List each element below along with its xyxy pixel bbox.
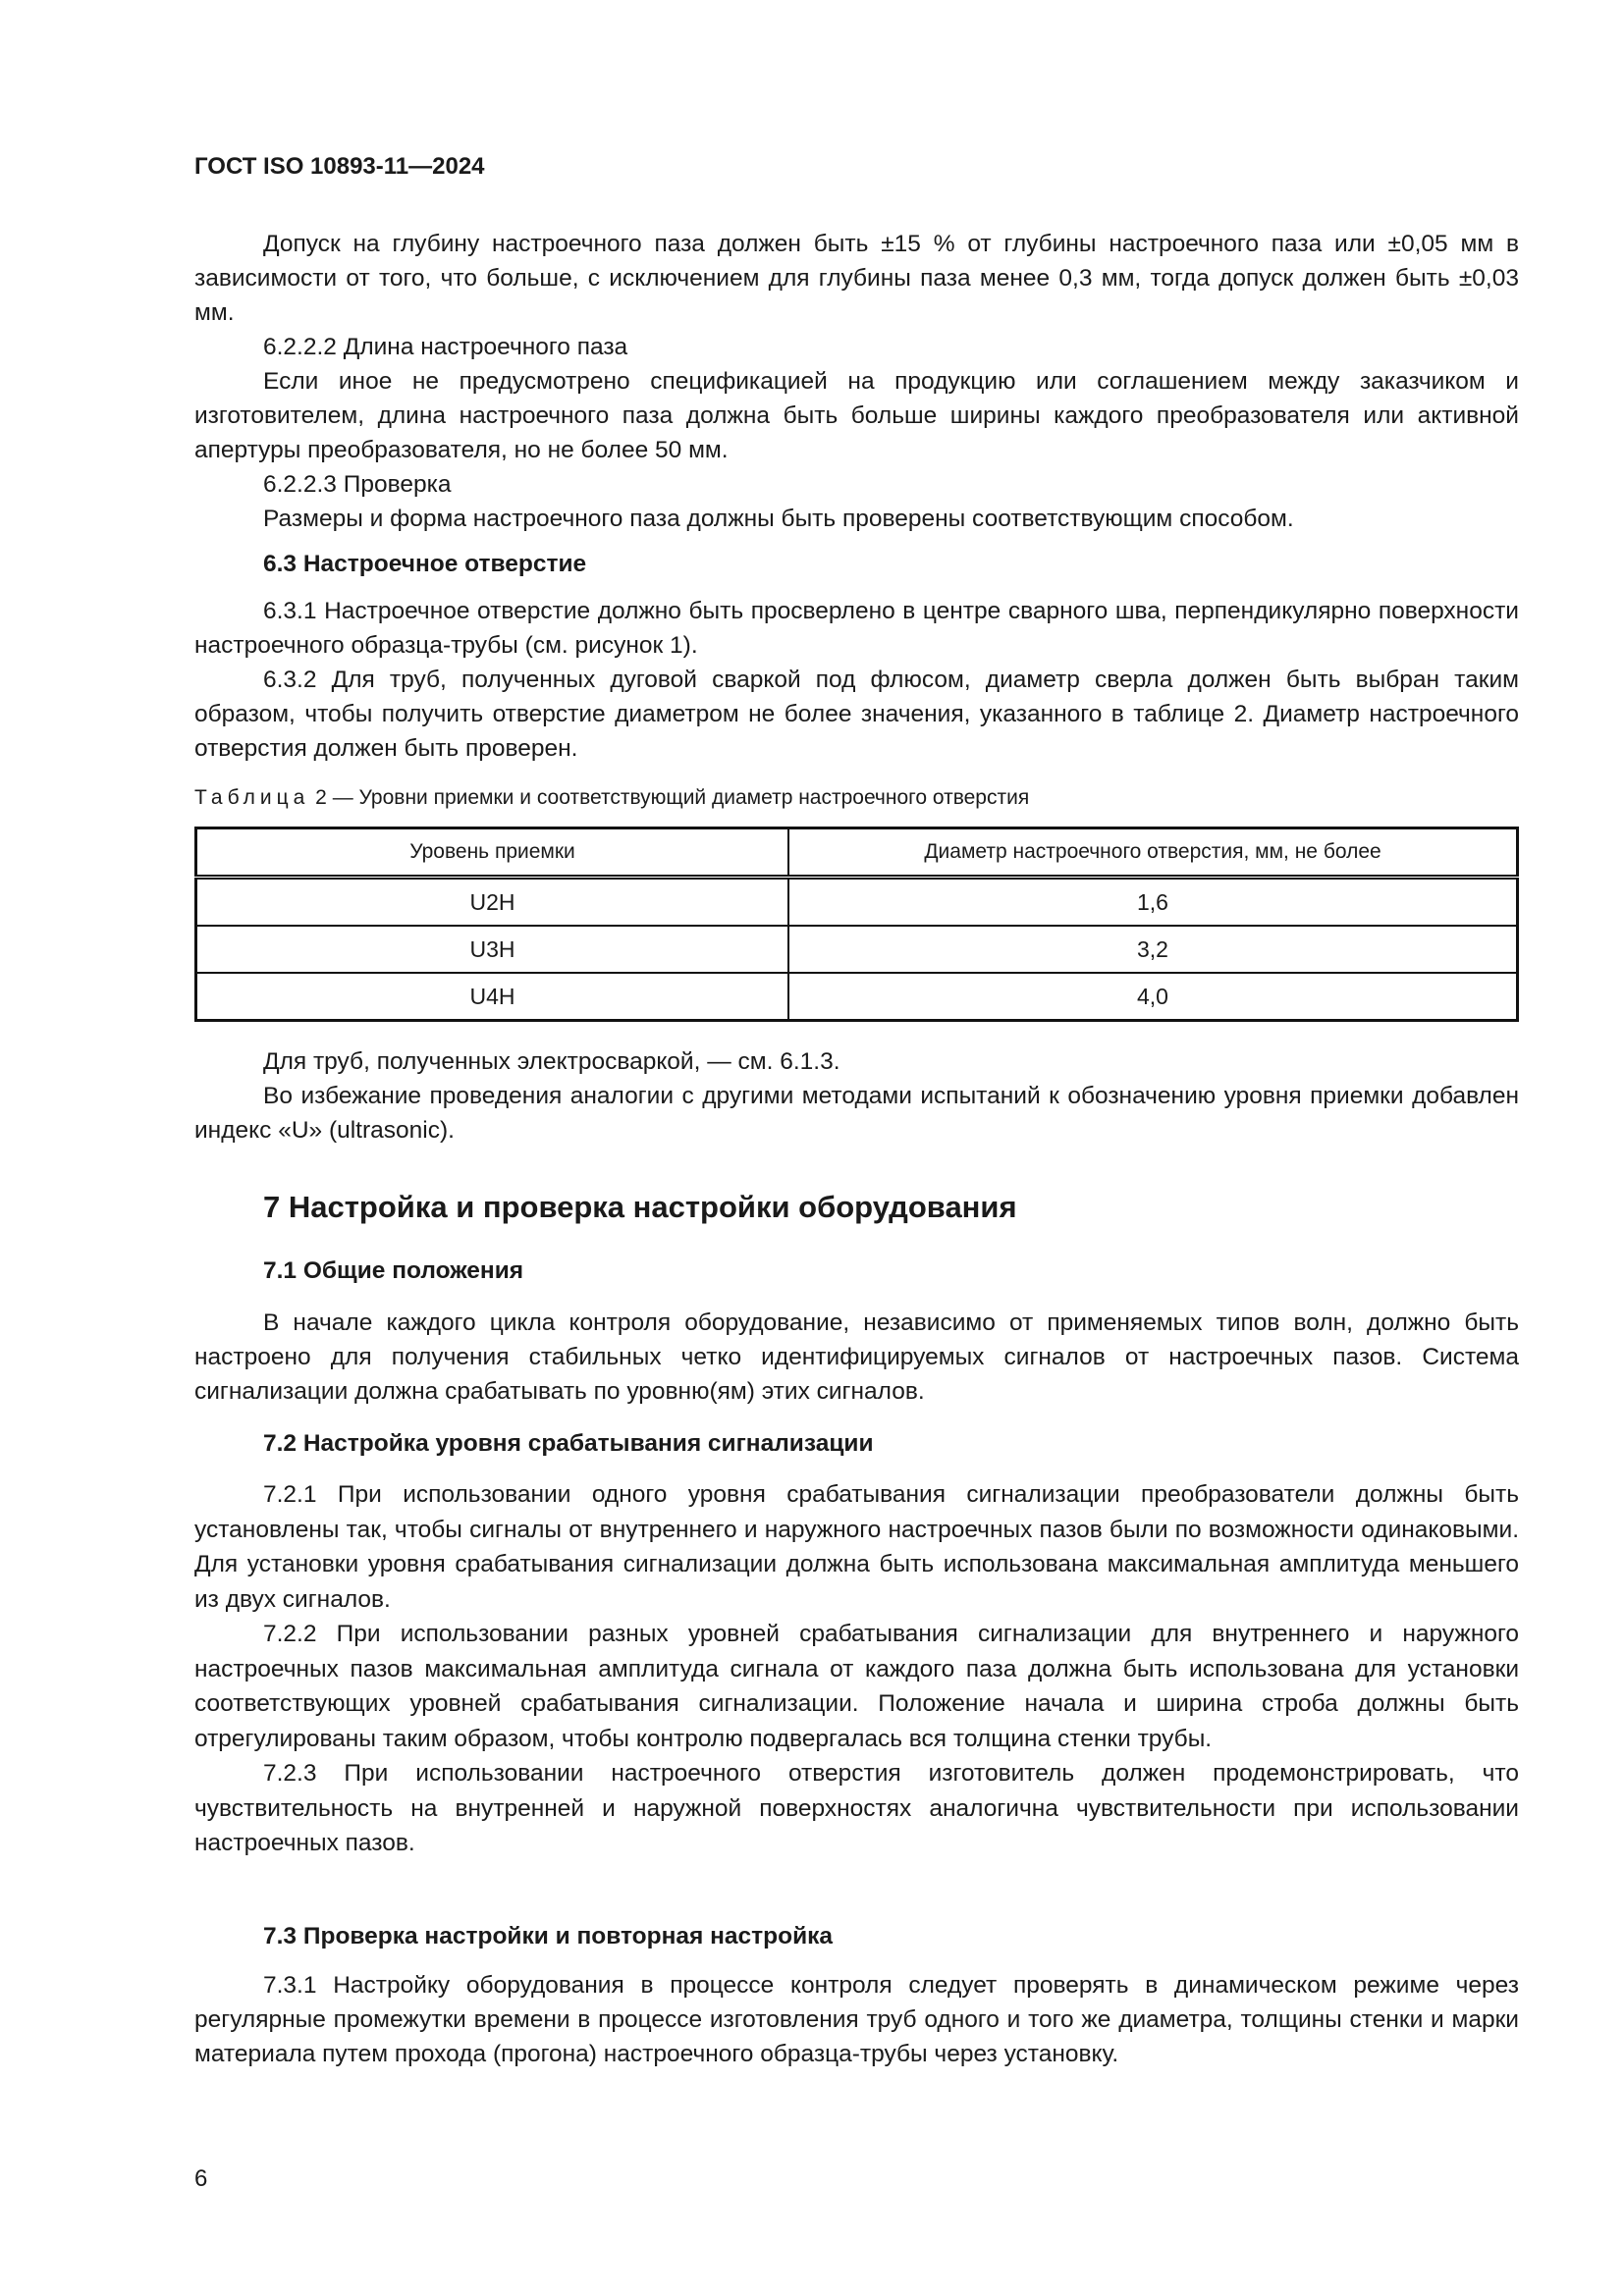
table-notes [194, 1044, 1519, 1148]
section-6-3 [194, 594, 1519, 766]
paragraph: 7.2.1 При использовании одного уровня срабатывания сигнализации преобразователи должны быть установлены так, чтобы сигналы от внутреннего и наружного настроечных пазов были по возможности одинаковыми. Для установки уровня срабатывания сигнализации должна быть использована максимальная амплитуда меньшего из двух сигналов. [194, 1481, 1519, 1613]
chapter-heading: 7 Настройка и проверка настройки оборудования [263, 1190, 1017, 1224]
caption-text: 2 — Уровни приемки и соответствующий диаметр настроечного отверстия [309, 786, 1030, 809]
table-cell: U3H [196, 926, 789, 973]
table-row [196, 878, 1518, 927]
document-header: ГОСТ ISO 10893-11—2024 [194, 153, 485, 180]
subsection-title: 6.2.2.3 Проверка [263, 471, 452, 498]
section-7-2 [194, 1477, 1519, 1861]
table-cell: 3,2 [788, 926, 1518, 973]
paragraph: 7.2.2 При использовании разных уровней срабатывания сигнализации для внутреннего и наружного настроечных пазов максимальная амплитуда сигнала от каждого паза должна быть использована для установки соответствующих уровней срабатывания сигнализации. Положение начала и ширина строба должны быть отрегулированы таким образом, чтобы контролю подвергалась вся толщина стенки трубы. [194, 1621, 1519, 1752]
section-7-1 [194, 1306, 1519, 1409]
section-6-2-2-continuation [194, 227, 1519, 536]
section-7-3 [194, 1968, 1519, 2071]
paragraph: Если иное не предусмотрено спецификацией на продукцию или соглашением между заказчиком и изготовителем, длина настроечного паза должна быть больше ширины каждого преобразователя или активной апертуры преобразователя, но не более 50 мм. [194, 368, 1519, 463]
paragraph: 7.3.1 Настройку оборудования в процессе контроля следует проверять в динамическом режиме через регулярные промежутки времени в процессе изготовления труб одного и того же диаметра, толщины стенки и марки материала путем прохода (прогона) настроечного образца-трубы через установку. [194, 1972, 1519, 2067]
table-cell: U4H [196, 973, 789, 1021]
section-heading: 7.3 Проверка настройки и повторная настройка [263, 1923, 834, 1949]
paragraph: Для труб, полученных электросваркой, — см. 6.1.3. [263, 1048, 840, 1075]
table-cell: 1,6 [788, 878, 1518, 927]
table-header-row [196, 828, 1518, 878]
paragraph: 7.2.3 При использовании настроечного отверстия изготовитель должен продемонстрировать, что чувствительность на внутренней и наружной поверхностях аналогична чувствительности при использовании настроечных пазов. [194, 1760, 1519, 1856]
section-heading: 6.3 Настроечное отверстие [263, 551, 587, 577]
paragraph: 6.3.1 Настроечное отверстие должно быть просверлено в центре сварного шва, перпендикулярно поверхности настроечного образца-трубы (см. рисунок 1). [194, 598, 1519, 659]
subsection-title: 6.2.2.2 Длина настроечного паза [263, 334, 628, 360]
acceptance-table [194, 827, 1519, 1022]
paragraph: 6.3.2 Для труб, полученных дуговой сваркой под флюсом, диаметр сверла должен быть выбран таким образом, чтобы получить отверстие диаметром не более значения, указанного в таблице 2. Диаметр настроечного отверстия должен быть проверен. [194, 667, 1519, 762]
column-header: Уровень приемки [196, 828, 789, 878]
table-caption [194, 780, 1519, 815]
paragraph: Во избежание проведения аналогии с другими методами испытаний к обозначению уровня приемки добавлен индекс «U» (ultrasonic). [194, 1083, 1519, 1144]
page-number: 6 [194, 2165, 208, 2192]
paragraph: Допуск на глубину настроечного паза должен быть ±15 % от глубины настроечного паза или ±0,05 мм в зависимости от того, что больше, с исключением для глубины паза менее 0,3 мм, тогда допуск должен быть ±0,03 мм. [194, 231, 1519, 326]
section-heading: 7.2 Настройка уровня срабатывания сигнализации [263, 1430, 874, 1457]
table-cell: 4,0 [788, 973, 1518, 1021]
column-header: Диаметр настроечного отверстия, мм, не более [788, 828, 1518, 878]
caption-label: Таблица [194, 786, 310, 809]
paragraph: В начале каждого цикла контроля оборудование, независимо от применяемых типов волн, должно быть настроено для получения стабильных четко идентифицируемых сигналов от настроечных пазов. Система сигнализации должна срабатывать по уровню(ям) этих сигналов. [194, 1309, 1519, 1405]
table-row [196, 926, 1518, 973]
table-row [196, 973, 1518, 1021]
table-cell: U2H [196, 878, 789, 927]
section-heading: 7.1 Общие положения [263, 1257, 524, 1284]
paragraph: Размеры и форма настроечного паза должны быть проверены соответствующим способом. [263, 506, 1294, 532]
